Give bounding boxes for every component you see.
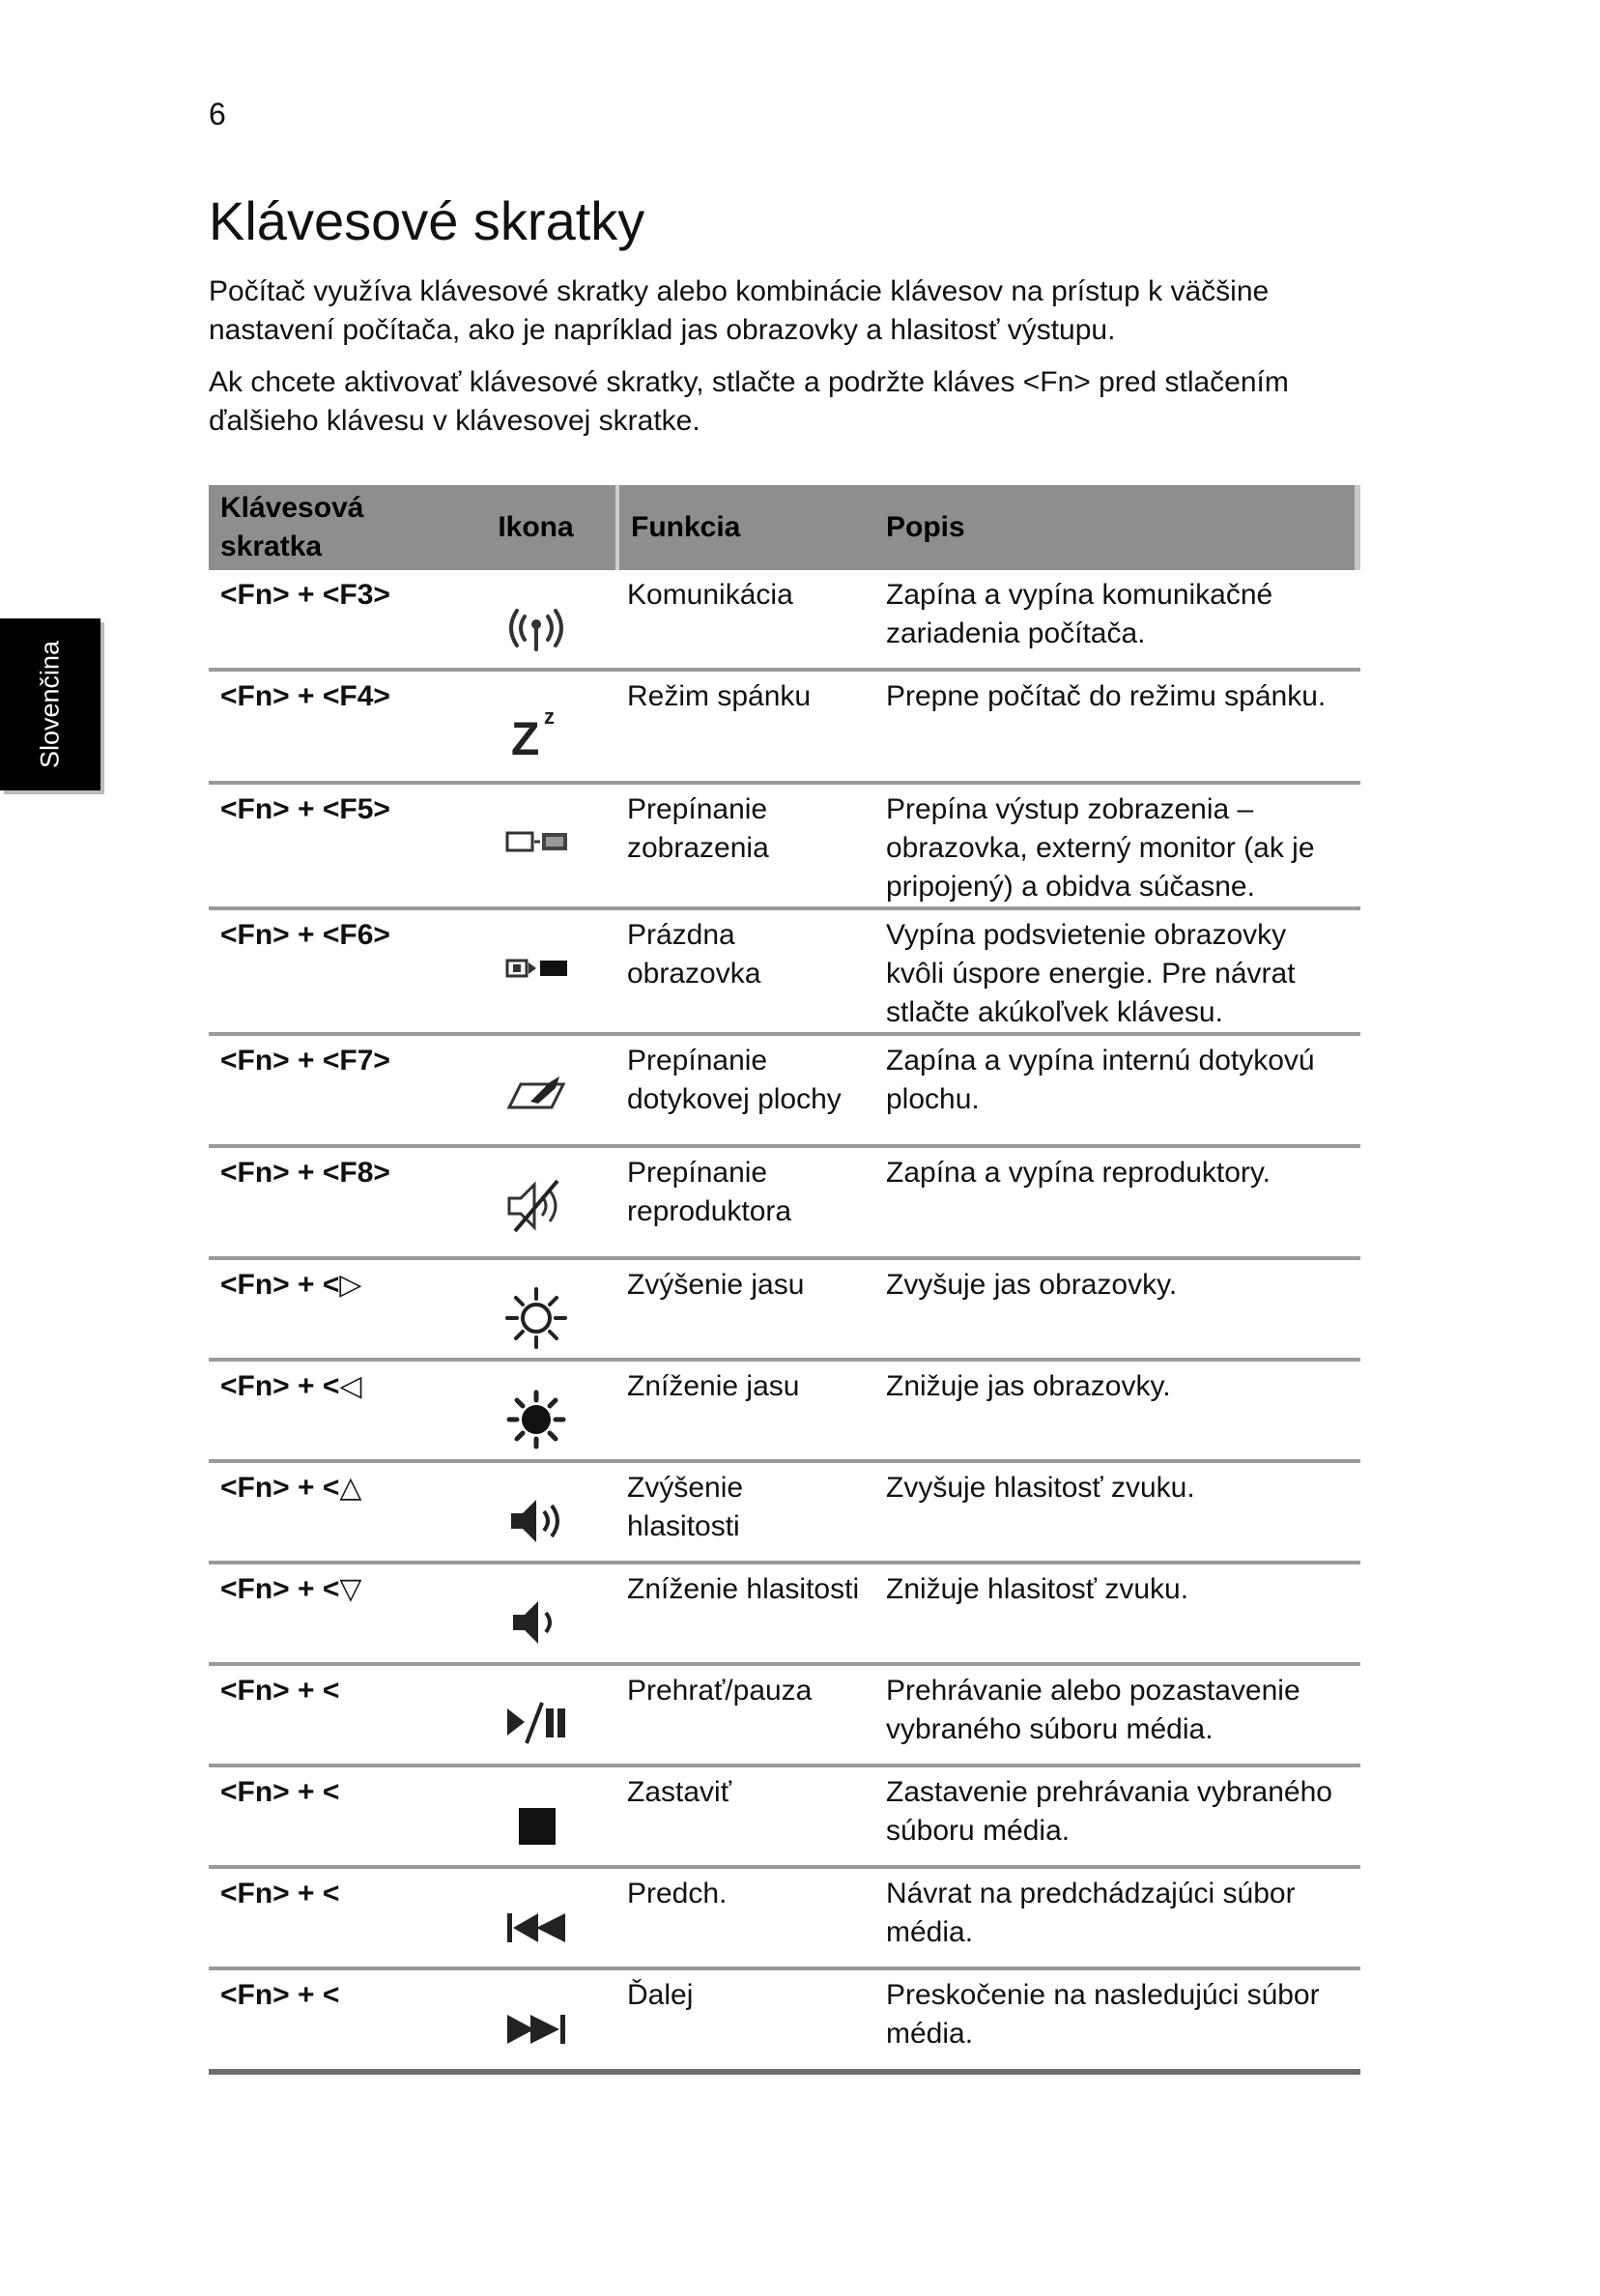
display-toggle-icon [456,785,615,910]
stop-icon [456,1767,615,1869]
key-combo: <Fn> + < [220,1878,340,1909]
sleep-icon [456,672,615,785]
screen-blank-icon [456,910,615,1036]
header-function: Funkcia [615,485,874,570]
table-row [209,910,1360,1036]
function-name: Zníženie jasu [627,1370,800,1402]
function-description: Zvyšuje jas obrazovky. [886,1269,1178,1301]
language-label: Slovenčina [35,640,65,769]
function-name: Prepínanie reproduktora [627,1157,792,1227]
table-row [209,1463,1360,1564]
intro-paragraph: Ak chcete aktivovať klávesové skratky, stlačte a podržte kláves <Fn> pred stlačením ďalšieho klávesu v klávesovej skratke. [209,366,1289,437]
previous-icon [456,1869,615,1970]
key-combo: <Fn> + <F3> [220,579,390,611]
svg-text:z: z [543,704,555,729]
key-combo: <Fn> + <▷ [220,1269,362,1301]
table-row [209,1148,1360,1260]
table-header [209,485,1360,570]
function-name: Prepínanie dotykovej plochy [627,1045,842,1115]
function-description: Zvyšuje hlasitosť zvuku. [886,1472,1195,1504]
brightness-down-icon [456,1362,615,1463]
table-row [209,1767,1360,1869]
function-name: Režim spánku [627,680,812,712]
function-name: Zastaviť [627,1776,731,1808]
function-description: Znižuje jas obrazovky. [886,1370,1171,1402]
page-number: 6 [209,97,226,131]
language-side-tab [0,618,100,790]
play-pause-icon [456,1666,615,1767]
table-row [209,1869,1360,1970]
function-description: Zapína a vypína komunikačné zariadenia počítača. [886,579,1273,649]
key-combo: <Fn> + <◁ [220,1370,362,1402]
header-icon: Ikona [498,511,574,543]
function-description: Znižuje hlasitosť zvuku. [886,1573,1189,1605]
key-combo: <Fn> + < [220,1675,340,1707]
table-row [209,1564,1360,1666]
function-description: Zapína a vypína reproduktory. [886,1157,1271,1189]
table-row [209,1036,1360,1148]
hotkeys-table [209,485,1360,2075]
key-combo: <Fn> + <F7> [220,1045,390,1076]
key-combo: <Fn> + <△ [220,1472,362,1504]
speaker-mute-icon [456,1148,615,1260]
function-name: Zvýšenie jasu [627,1269,805,1301]
key-combo: <Fn> + <F8> [220,1157,390,1189]
function-description: Zapína a vypína internú dotykovú plochu. [886,1045,1315,1115]
wireless-icon [456,570,615,672]
function-name: Zníženie hlasitosti [627,1573,860,1605]
intro-paragraph: Počítač využíva klávesové skratky alebo kombinácie klávesov na prístup k väčšine nastavení počítača, ako je napríklad jas obrazovky a hlasitosť výstupu. [209,275,1270,346]
brightness-up-icon [456,1260,615,1362]
table-row [209,1666,1360,1767]
table-row [209,672,1360,785]
table-row [209,1362,1360,1463]
function-name: Komunikácia [627,579,793,611]
function-description: Prehrávanie alebo pozastavenie vybraného súboru média. [886,1675,1300,1745]
function-description: Prepne počítač do režimu spánku. [886,680,1327,712]
touchpad-icon [456,1036,615,1148]
function-name: Prepínanie zobrazenia [627,793,769,864]
function-name: Ďalej [627,1979,694,2011]
table-row [209,785,1360,910]
next-icon [456,1970,615,2075]
header-key: Klávesová skratka [220,492,364,562]
table-row [209,1970,1360,2075]
function-name: Zvýšenie hlasitosti [627,1472,744,1542]
volume-up-icon [456,1463,615,1564]
function-name: Predch. [627,1878,728,1909]
function-description: Návrat na predchádzajúci súbor média. [886,1878,1296,1948]
key-combo: <Fn> + <F6> [220,919,390,951]
svg-text:Z: Z [510,714,539,764]
key-combo: <Fn> + < [220,1979,340,2011]
volume-down-icon [456,1564,615,1666]
function-name: Prázdna obrazovka [627,919,761,990]
key-combo: <Fn> + <F5> [220,793,390,825]
function-description: Preskočenie na nasledujúci súbor média. [886,1979,1320,2050]
table-row [209,1260,1360,1362]
table-row [209,570,1360,672]
function-name: Prehrať/pauza [627,1675,813,1707]
key-combo: <Fn> + <F4> [220,680,390,712]
key-combo: <Fn> + < [220,1776,340,1808]
function-description: Vypína podsvietenie obrazovky kvôli úspore energie. Pre návrat stlačte akúkoľvek klávesu. [886,919,1296,1028]
key-combo: <Fn> + <▽ [220,1573,362,1605]
page-title: Klávesové skratky [209,190,645,251]
function-description: Prepína výstup zobrazenia – obrazovka, externý monitor (ak je pripojený) a obidva súčasne. [886,793,1315,903]
header-description: Popis [886,511,965,543]
function-description: Zastavenie prehrávania vybraného súboru média. [886,1776,1332,1847]
